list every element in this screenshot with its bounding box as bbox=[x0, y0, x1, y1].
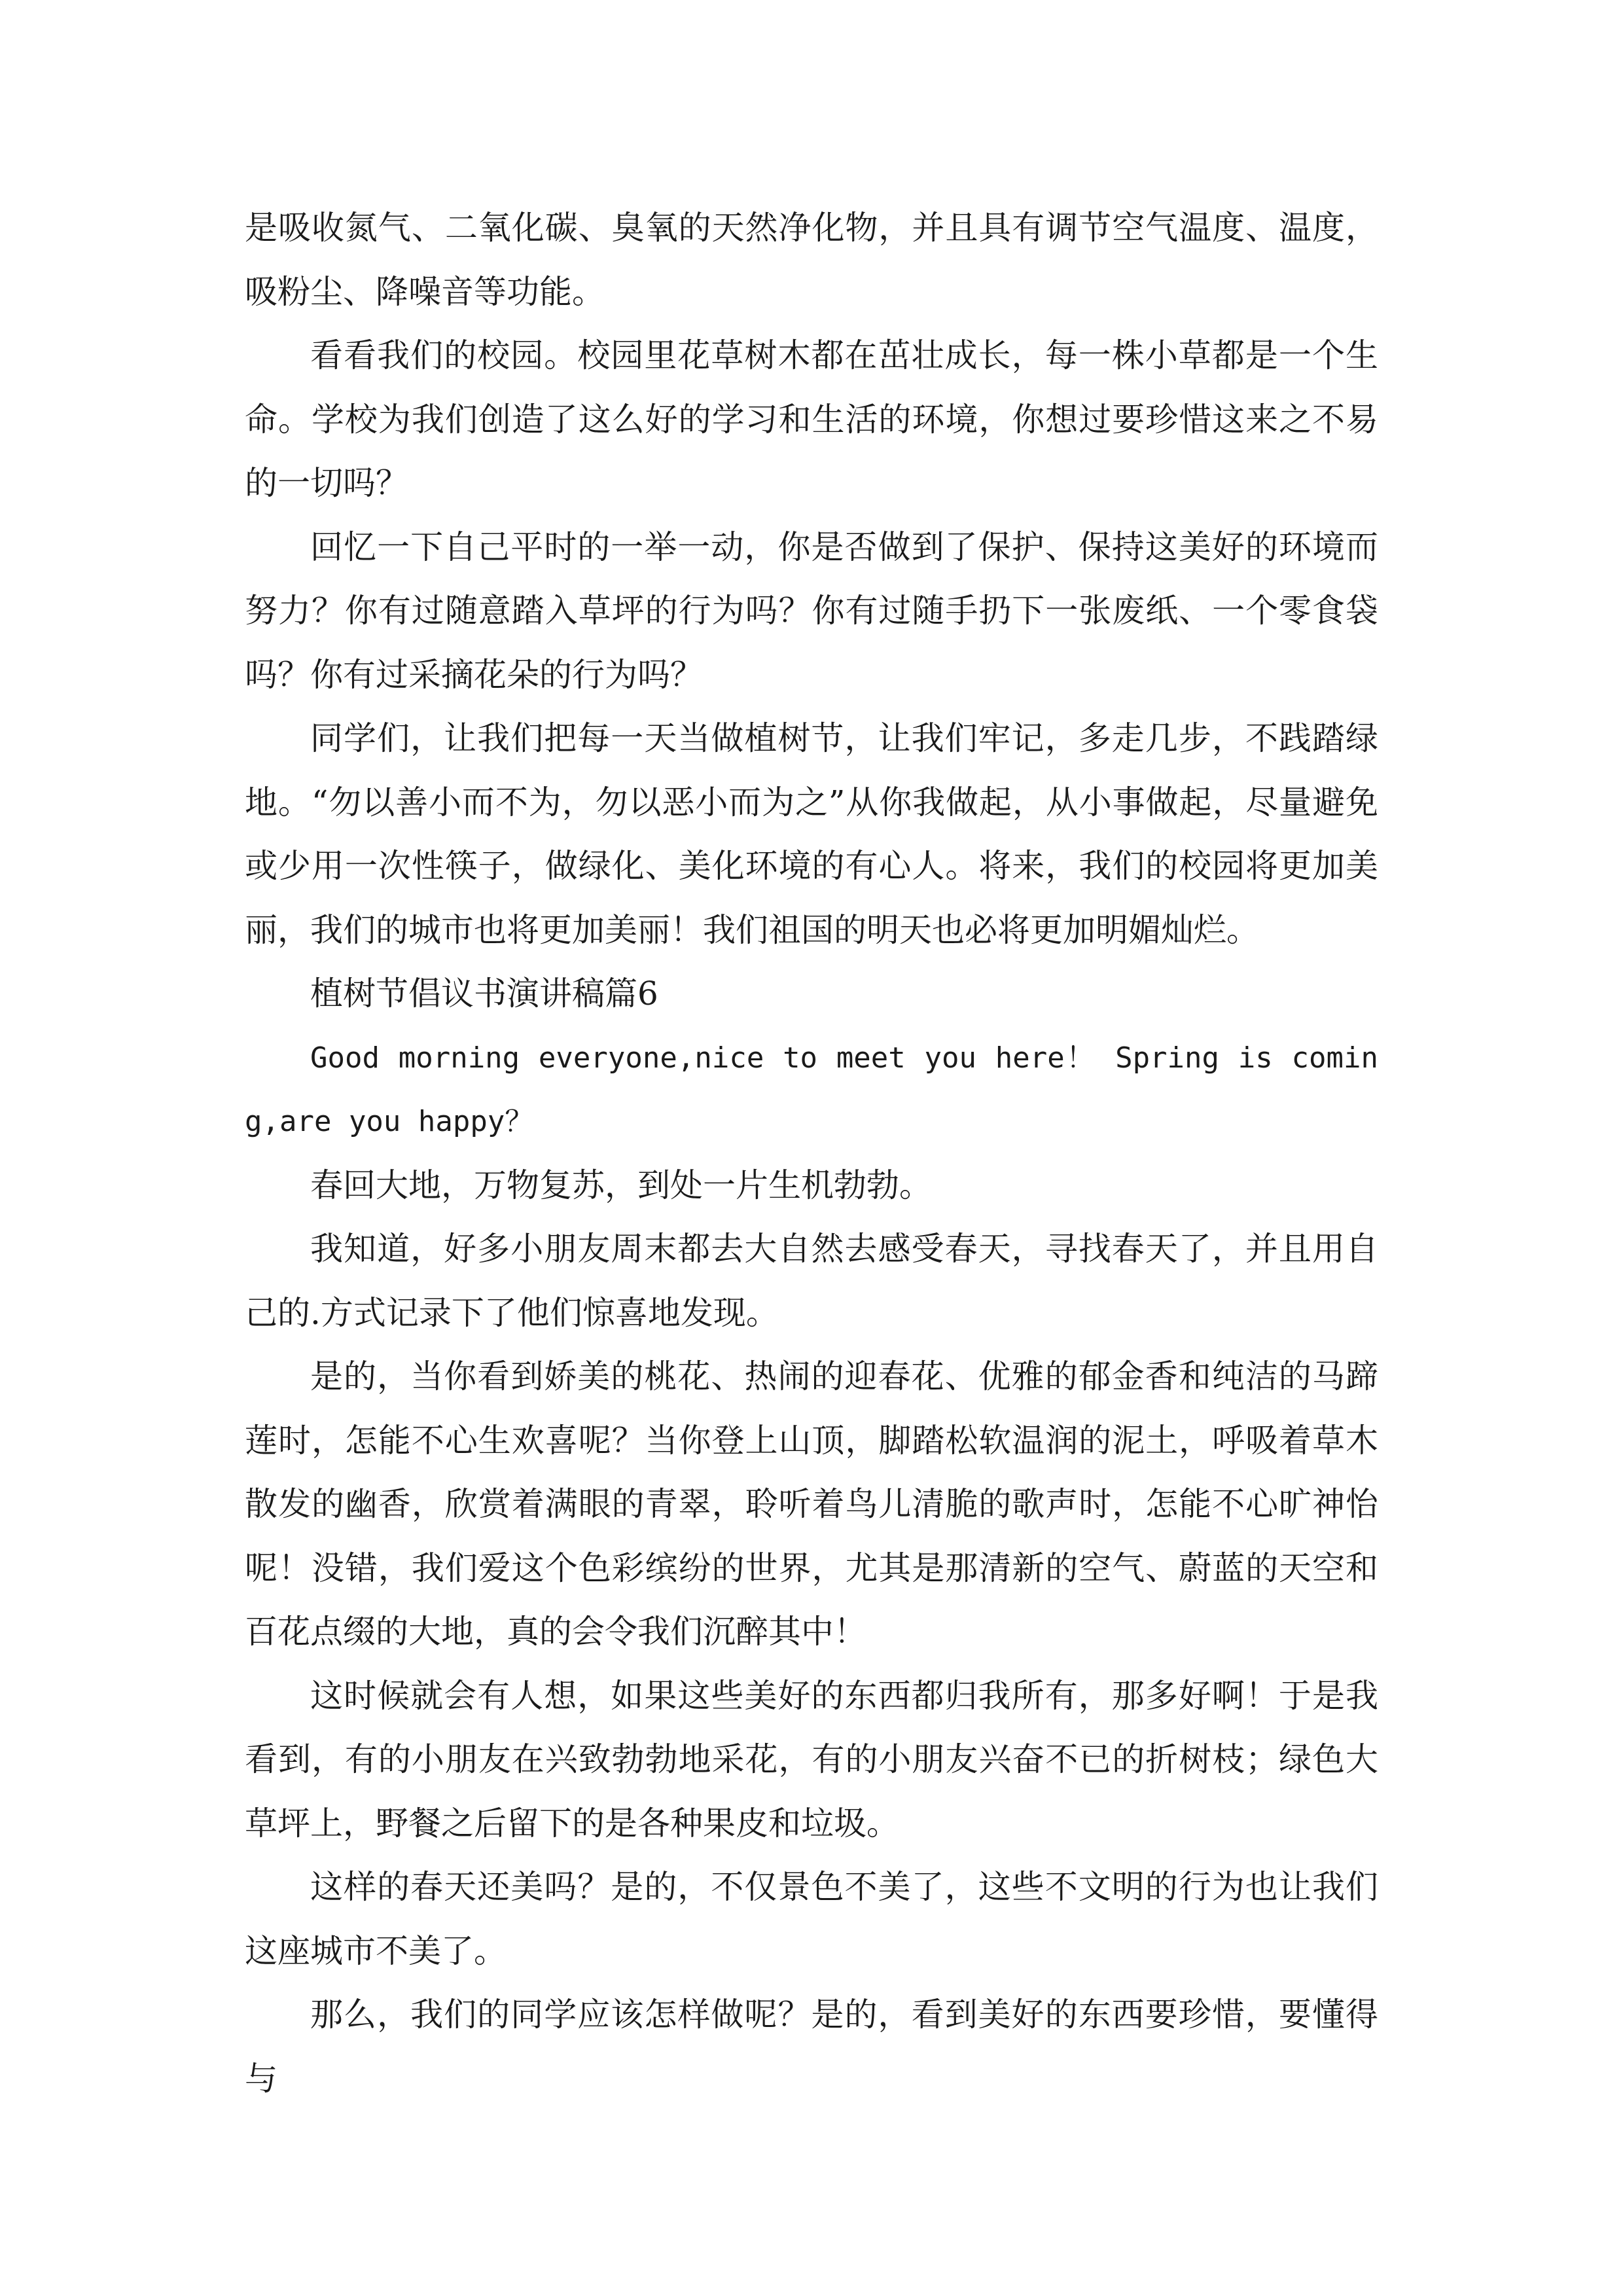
paragraph-spring-question: 这样的春天还美吗？是的，不仅景色不美了，这些不文明的行为也让我们这座城市不美了。 bbox=[245, 1868, 1378, 1970]
paragraph-weekend: 我知道，好多小朋友周末都去大自然去感受春天，寻找春天了，并且用自己的.方式记录下了他们惊喜地发现。 bbox=[245, 1230, 1378, 1332]
paragraph-picking-flowers: 这时候就会有人想，如果这些美好的东西都归我所有，那多好啊！于是我看到，有的小朋友在兴致勃勃地采花，有的小朋友兴奋不已的折树枝；绿色大草坪上，野餐之后留下的是各种果皮和垃圾。 bbox=[245, 1676, 1378, 1842]
paragraph-english-greeting: Good morning everyone,nice to meet you here！ Spring is coming,are you happy？ bbox=[245, 1041, 1378, 1138]
document-body bbox=[245, 196, 1378, 2111]
paragraph-campus: 看看我们的校园。校园里花草树木都在茁壮成长，每一株小草都是一个生命。学校为我们创造了这么好的学习和生活的环境，你想过要珍惜这来之不易的一切吗？ bbox=[245, 336, 1378, 502]
paragraph-call-to-action: 同学们，让我们把每一天当做植树节，让我们牢记，多走几步，不践踏绿地。“勿以善小而不为，勿以恶小而为之”从你我做起，从小事做起，尽量避免或少用一次性筷子，做绿化、美化环境的有心人。将来，我们的校园将更加美丽，我们的城市也将更加美丽！我们祖国的明天也必将更加明媚灿烂。 bbox=[245, 719, 1378, 949]
paragraph-what-to-do: 那么，我们的同学应该怎样做呢？是的，看到美好的东西要珍惜，要懂得与 bbox=[245, 1996, 1378, 2098]
paragraph-flowers: 是的，当你看到娇美的桃花、热闹的迎春花、优雅的郁金香和纯洁的马蹄莲时，怎能不心生欢喜呢？当你登上山顶，脚踏松软温润的泥土，呼吸着草木散发的幽香，欣赏着满眼的青翠，聆听着鸟儿清脆的歌声时，怎能不心旷神怡呢！没错，我们爱这个色彩缤纷的世界，尤其是那清新的空气、蔚蓝的天空和百花点缀的大地，真的会令我们沉醉其中！ bbox=[245, 1357, 1378, 1651]
paragraph-reflection: 回忆一下自己平时的一举一动，你是否做到了保护、保持这美好的环境而努力？你有过随意踏入草坪的行为吗？你有过随手扔下一张废纸、一个零食袋吗？你有过采摘花朵的行为吗？ bbox=[245, 528, 1378, 694]
paragraph-continuation: 是吸收氮气、二氧化碳、臭氧的天然净化物，并且具有调节空气温度、温度，吸粉尘、降噪音等功能。 bbox=[245, 209, 1378, 311]
paragraph-spring-return: 春回大地，万物复苏，到处一片生机勃勃。 bbox=[310, 1166, 932, 1204]
section-heading: 植树节倡议书演讲稿篇6 bbox=[310, 975, 658, 1013]
